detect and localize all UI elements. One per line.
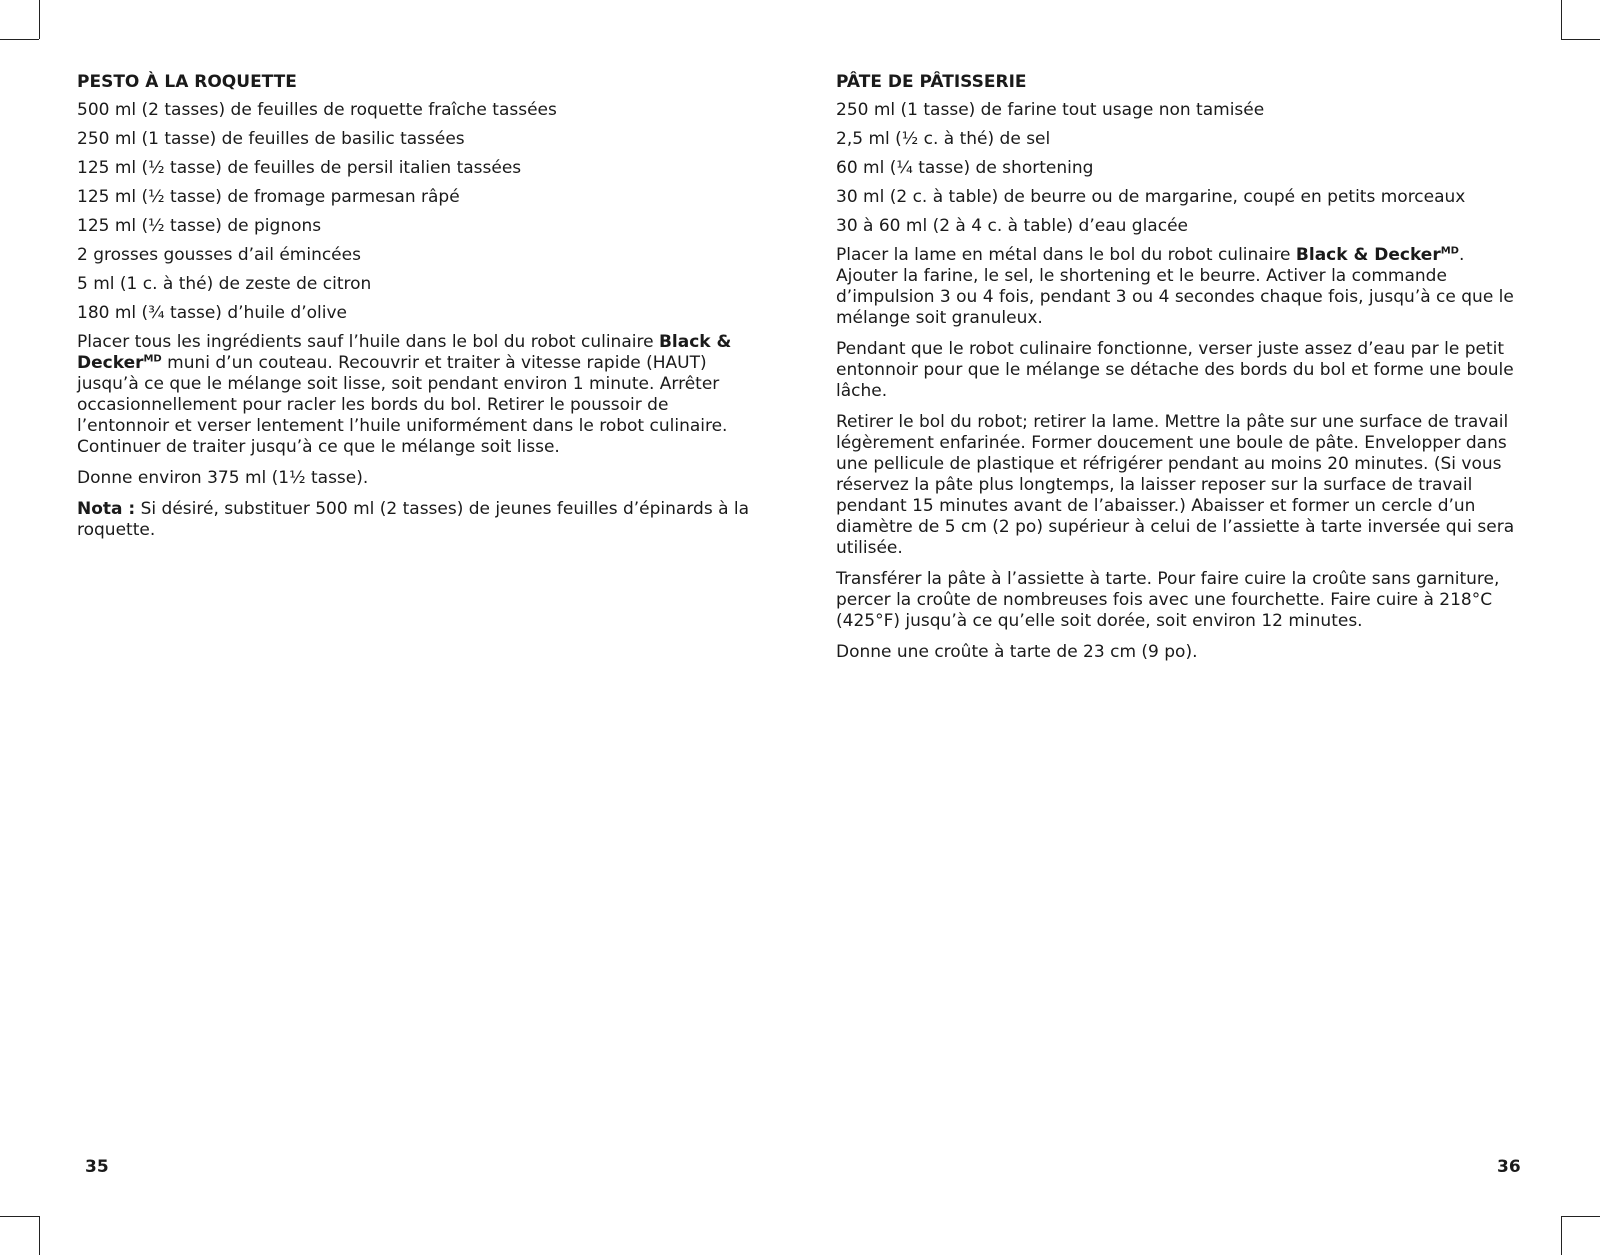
note-label: Nota : (77, 499, 136, 519)
ingredient-item: 250 ml (1 tasse) de feuilles de basilic tassées (77, 129, 465, 149)
crop-mark-tr-v (1561, 0, 1562, 39)
instructions-text: Placer tous les ingrédients sauf l’huile dans le bol du robot culinaire (77, 332, 659, 352)
instructions-paragraph (77, 332, 757, 458)
ingredient-item: 125 ml (½ tasse) de fromage parmesan râpé (77, 187, 460, 207)
recipe-pastry (836, 72, 1526, 673)
ingredient-item: 5 ml (1 c. à thé) de zeste de citron (77, 274, 372, 294)
ingredient-item: 2,5 ml (½ c. à thé) de sel (836, 129, 1051, 149)
instructions-text: Placer la lame en métal dans le bol du robot culinaire (836, 245, 1296, 265)
yield-text: Donne environ 375 ml (1½ tasse). (77, 468, 369, 488)
instructions-text: muni d’un couteau. Recouvrir et traiter à vitesse rapide (HAUT) jusqu’à ce que le mélange soit lisse, soit pendant environ 1 minute. Arrêter occasionnellement pour racler les bords du bol. Retirer le poussoir de l’entonnoir et verser lentement l’huile uniformément dans le robot culinaire. Continuer de traiter jusqu’à ce que le mélange soit lisse. (77, 353, 728, 457)
ingredient-item: 30 ml (2 c. à table) de beurre ou de margarine, coupé en petits morceaux (836, 187, 1466, 207)
crop-mark-tr-h (1561, 39, 1600, 40)
ingredient-item: 500 ml (2 tasses) de feuilles de roquette fraîche tassées (77, 100, 557, 120)
recipe-title: PESTO À LA ROQUETTE (77, 72, 297, 92)
trademark-mark: MD (1440, 245, 1459, 257)
page-number-left: 35 (85, 1157, 109, 1177)
trademark-mark: MD (143, 353, 162, 365)
instructions-paragraph: Retirer le bol du robot; retirer la lame. Mettre la pâte sur une surface de travail légèrement enfarinée. Former doucement une boule de pâte. Envelopper dans une pellicule de plastique et réfrigérer pendant au moins 20 minutes. (Si vous réservez la pâte plus longtemps, la laisser reposer sur la surface de travail pendant 15 minutes avant de l’abaisser.) Abaisser et former un cercle d’un diamètre de 5 cm (2 po) supérieur à celui de l’assiette à tarte inversée qui sera utilisée. (836, 412, 1515, 558)
brand-name: Black & Decker (77, 332, 732, 373)
recipe-title: PÂTE DE PÂTISSERIE (836, 72, 1027, 92)
crop-mark-br-h (1561, 1216, 1600, 1217)
ingredient-item: 30 à 60 ml (2 à 4 c. à table) d’eau glacée (836, 216, 1188, 236)
ingredient-item: 180 ml (¾ tasse) d’huile d’olive (77, 303, 347, 323)
ingredient-item: 125 ml (½ tasse) de feuilles de persil italien tassées (77, 158, 522, 178)
note-text: Si désiré, substituer 500 ml (2 tasses) de jeunes feuilles d’épinards à la roquette. (77, 499, 750, 540)
recipe-pesto (77, 72, 757, 551)
ingredient-item: 125 ml (½ tasse) de pignons (77, 216, 322, 236)
crop-mark-br-v (1561, 1216, 1562, 1255)
crop-mark-bl-v (39, 1216, 40, 1255)
yield-text: Donne une croûte à tarte de 23 cm (9 po). (836, 642, 1198, 662)
crop-mark-tl-h (0, 39, 39, 40)
instructions-paragraph (836, 245, 1526, 329)
note-paragraph (77, 499, 757, 541)
ingredient-list (77, 100, 757, 324)
crop-mark-bl-h (0, 1216, 39, 1217)
instructions-text: . Ajouter la farine, le sel, le shortening et le beurre. Activer la commande d’impulsion 3 ou 4 fois, pendant 3 ou 4 secondes chaque fois, jusqu’à ce que le mélange soit granuleux. (836, 245, 1514, 328)
brand-name: Black & Decker (1295, 245, 1441, 265)
crop-mark-tl-v (39, 0, 40, 39)
instructions-paragraph: Transférer la pâte à l’assiette à tarte. Pour faire cuire la croûte sans garniture, percer la croûte de nombreuses fois avec une fourchette. Faire cuire à 218°C (425°F) jusqu’à ce qu’elle soit dorée, soit environ 12 minutes. (836, 569, 1500, 631)
page-number-right: 36 (1497, 1157, 1521, 1177)
instructions-paragraph: Pendant que le robot culinaire fonctionne, verser juste assez d’eau par le petit entonnoir pour que le mélange se détache des bords du bol et forme une boule lâche. (836, 339, 1514, 401)
ingredient-item: 2 grosses gousses d’ail émincées (77, 245, 361, 265)
ingredient-item: 60 ml (¼ tasse) de shortening (836, 158, 1094, 178)
ingredient-item: 250 ml (1 tasse) de farine tout usage non tamisée (836, 100, 1265, 120)
ingredient-list (836, 100, 1526, 237)
